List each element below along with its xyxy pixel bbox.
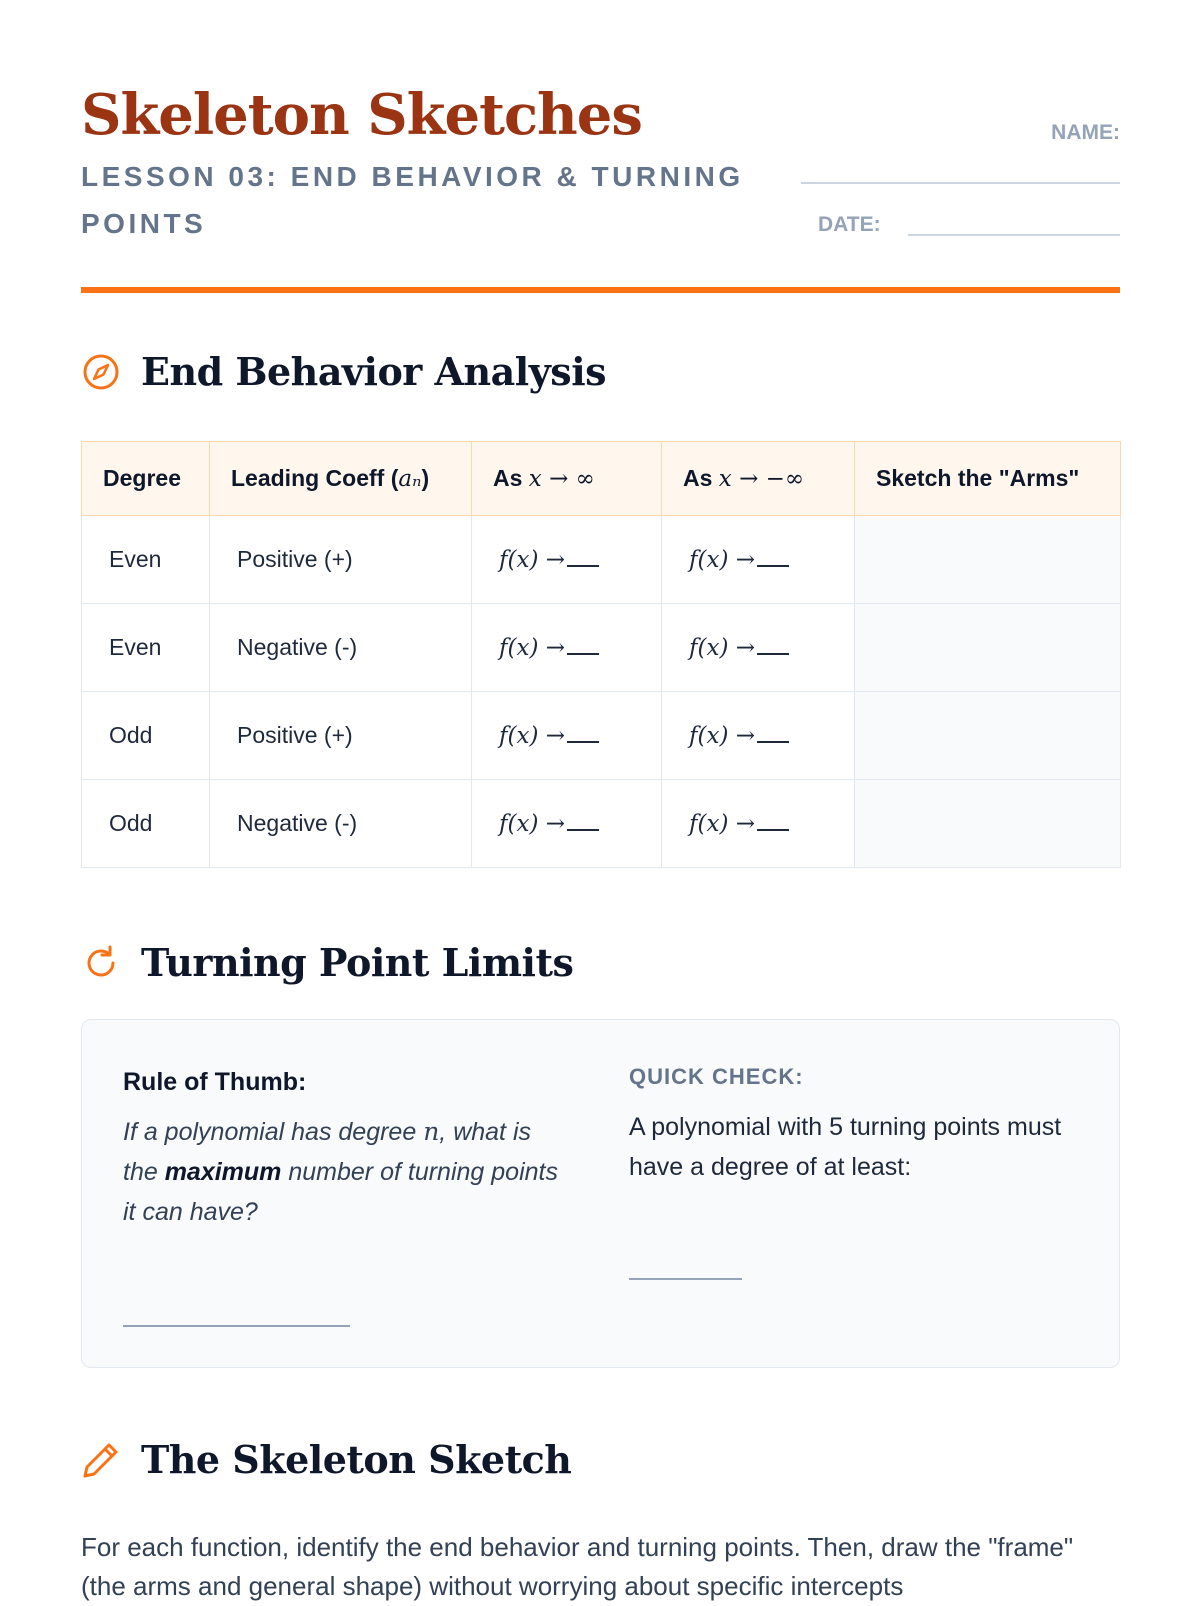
compass-icon bbox=[81, 352, 121, 392]
section-title: End Behavior Analysis bbox=[141, 349, 607, 394]
section-skeleton-heading bbox=[81, 1437, 571, 1482]
pencil-icon bbox=[81, 1440, 121, 1480]
pos-inf-cell[interactable]: f(x) → bbox=[472, 692, 662, 780]
page-title: Skeleton Sketches bbox=[81, 82, 642, 148]
section-title: The Skeleton Sketch bbox=[141, 1437, 572, 1482]
table-row bbox=[82, 780, 1121, 868]
degree-cell: Even bbox=[82, 604, 210, 692]
answer-blank bbox=[757, 740, 789, 743]
neg-inf-cell[interactable]: f(x) → bbox=[662, 604, 855, 692]
quick-check-label: QUICK CHECK: bbox=[629, 1064, 804, 1089]
neg-inf-cell[interactable]: f(x) → bbox=[662, 780, 855, 868]
refresh-icon bbox=[81, 943, 121, 983]
coeff-cell: Negative (-) bbox=[210, 604, 472, 692]
answer-blank bbox=[567, 828, 599, 831]
section-turning-points-heading bbox=[81, 940, 573, 985]
coeff-cell: Negative (-) bbox=[210, 780, 472, 868]
answer-blank bbox=[757, 652, 789, 655]
answer-blank bbox=[567, 740, 599, 743]
sketch-cell[interactable] bbox=[855, 692, 1121, 780]
table-row bbox=[82, 692, 1121, 780]
end-behavior-table bbox=[81, 441, 1121, 868]
section-title: Turning Point Limits bbox=[141, 940, 574, 985]
pos-inf-cell[interactable]: f(x) → bbox=[472, 604, 662, 692]
degree-cell: Even bbox=[82, 516, 210, 604]
rule-of-thumb-title: Rule of Thumb: bbox=[123, 1068, 307, 1096]
answer-blank bbox=[567, 652, 599, 655]
col-sketch: Sketch the "Arms" bbox=[855, 442, 1121, 516]
table-row bbox=[82, 604, 1121, 692]
sketch-cell[interactable] bbox=[855, 780, 1121, 868]
name-label: NAME: bbox=[1051, 121, 1120, 144]
col-pos-inf: As x → ∞ bbox=[472, 442, 662, 516]
pos-inf-cell[interactable]: f(x) → bbox=[472, 780, 662, 868]
lesson-subtitle: LESSON 03: END BEHAVIOR & TURNING POINTS bbox=[81, 161, 744, 239]
sketch-cell[interactable] bbox=[855, 516, 1121, 604]
date-field[interactable] bbox=[908, 234, 1120, 236]
table-row bbox=[82, 516, 1121, 604]
degree-cell: Odd bbox=[82, 780, 210, 868]
skeleton-instructions: For each function, identify the end behavior and turning points. Then, draw the "frame" (the arms and general shape) without worrying about specific intercepts bbox=[81, 1532, 1074, 1601]
table-header-row bbox=[82, 442, 1121, 516]
turning-points-card bbox=[81, 1019, 1120, 1368]
quick-check-answer-line[interactable] bbox=[629, 1278, 742, 1280]
answer-blank bbox=[757, 828, 789, 831]
degree-cell: Odd bbox=[82, 692, 210, 780]
coeff-cell: Positive (+) bbox=[210, 692, 472, 780]
pos-inf-cell[interactable]: f(x) → bbox=[472, 516, 662, 604]
col-degree: Degree bbox=[82, 442, 210, 516]
rule-answer-line[interactable] bbox=[123, 1325, 350, 1327]
date-label: DATE: bbox=[818, 213, 881, 236]
answer-blank bbox=[757, 564, 789, 567]
answer-blank bbox=[567, 564, 599, 567]
neg-inf-cell[interactable]: f(x) → bbox=[662, 692, 855, 780]
header-divider bbox=[81, 287, 1120, 293]
col-neg-inf: As x → −∞ bbox=[662, 442, 855, 516]
rule-of-thumb-question: If a polynomial has degree n, what is the maximum number of turning points it can have? bbox=[123, 1117, 558, 1226]
sketch-cell[interactable] bbox=[855, 604, 1121, 692]
section-end-behavior-heading bbox=[81, 349, 606, 394]
quick-check-question: A polynomial with 5 turning points must have a degree of at least: bbox=[629, 1113, 1062, 1181]
coeff-cell: Positive (+) bbox=[210, 516, 472, 604]
col-leading-coeff: Leading Coeff (aₙ) bbox=[210, 442, 472, 516]
name-field[interactable] bbox=[801, 182, 1120, 184]
neg-inf-cell[interactable]: f(x) → bbox=[662, 516, 855, 604]
